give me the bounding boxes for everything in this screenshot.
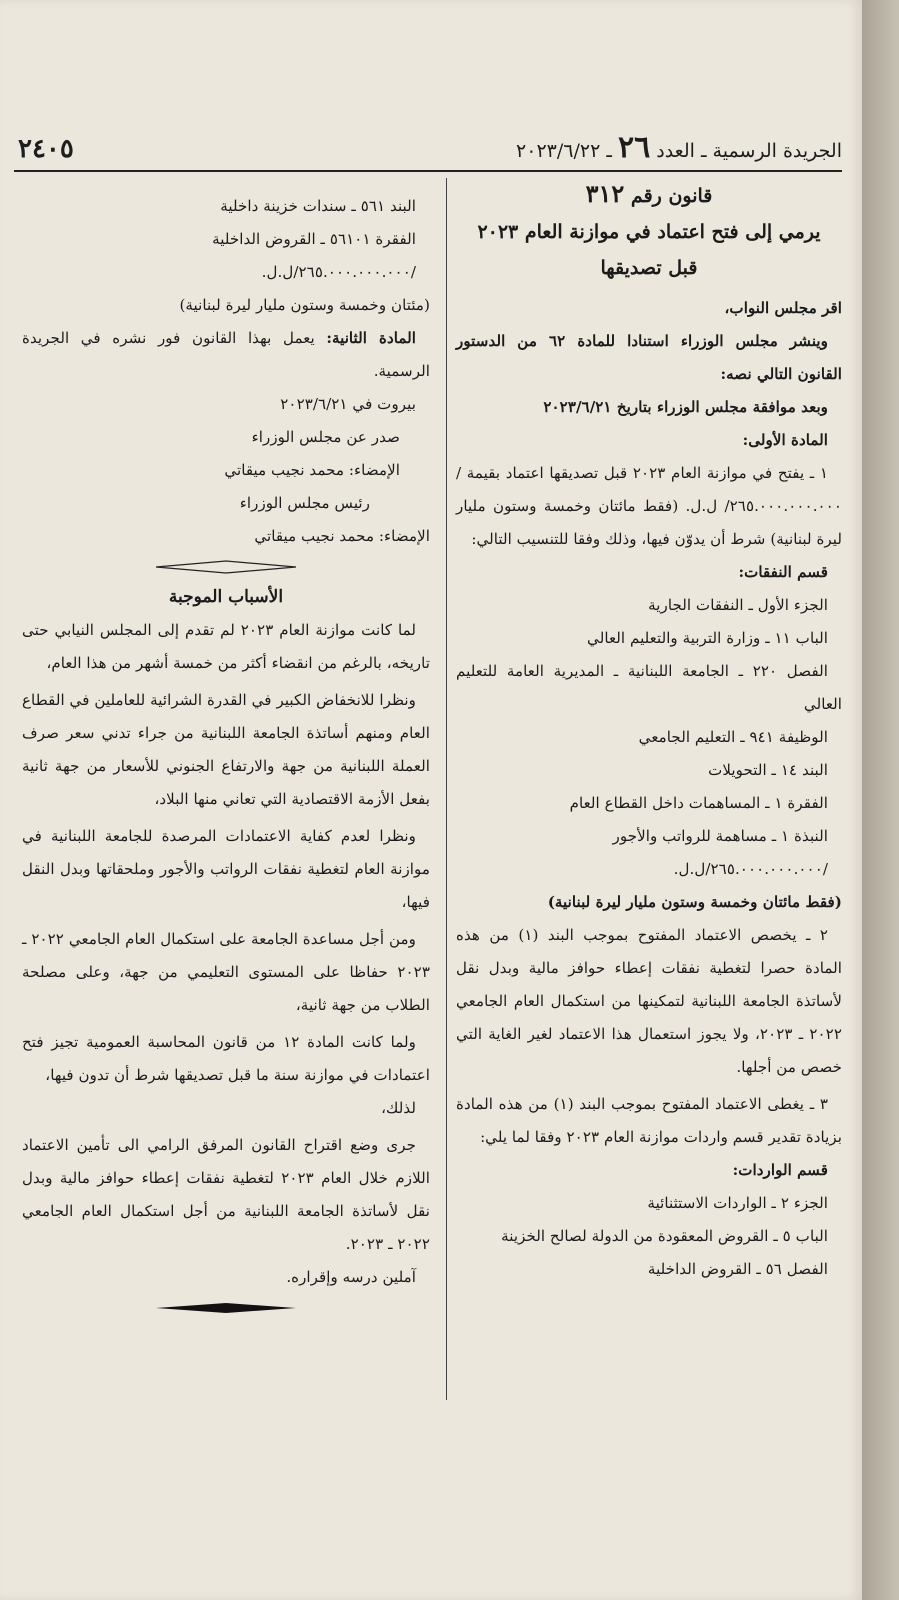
signature-1: الإمضاء: محمد نجيب ميقاتي	[224, 461, 400, 479]
article-1-heading: المادة الأولى:	[742, 431, 828, 449]
reason-3: ونظرا لعدم كفاية الاعتمادات المرصدة للجامعة اللبنانية في موازنة العام لتغطية نفقات الرواتب والأجور وملحقاتها وبدل النقل فيها،	[22, 827, 430, 911]
page-edge	[862, 0, 899, 1600]
reason-6: لذلك،	[381, 1099, 416, 1117]
reason-4: ومن أجل مساعدة الجامعة على استكمال العام الجامعي ٢٠٢٢ ـ ٢٠٢٣ حفاظا على المستوى التعليمي من جهة، وعلى مصلحة الطلاب من جهة ثانية،	[22, 930, 430, 1014]
issue-number: ٢٦	[617, 130, 651, 165]
preamble-1: اقر مجلس النواب،	[724, 299, 842, 317]
page-header	[14, 128, 842, 168]
header-divider	[14, 170, 842, 172]
right-column	[456, 176, 842, 1286]
revenue-paragraph: الفقرة ٥٦١٠١ ـ القروض الداخلية	[212, 230, 416, 248]
expense-part: الجزء الأول ـ النفقات الجارية	[648, 596, 828, 614]
expense-chapter: الباب ١١ ـ وزارة التربية والتعليم العالي	[587, 629, 828, 647]
preamble-3: وبعد موافقة مجلس الوزراء بتاريخ ٢٠٢٣/٦/٢١	[543, 398, 828, 416]
reason-1: لما كانت موازنة العام ٢٠٢٣ لم تقدم إلى المجلس النيابي حتى تاريخه، بالرغم من انقضاء أكثر من خمسة أشهر من هذا العام،	[22, 621, 430, 672]
law-number: ٣١٢	[585, 179, 625, 208]
end-ornament	[156, 1300, 296, 1316]
reason-2: ونظرا للانخفاض الكبير في القدرة الشرائية للعاملين في القطاع العام ومنهم أساتذة الجامعة اللبنانية من جراء تدني سعر صرف العملة اللبنانية من جهة والارتفاع الجنوني للأسعار من جهة ثانية بفعل الأزمة الاقتصادية التي تعاني منها البلاد،	[22, 691, 430, 808]
article-2-text: يعمل بهذا القانون فور نشره في الجريدة الرسمية.	[22, 329, 430, 380]
law-title	[456, 176, 842, 214]
left-column	[22, 190, 430, 1322]
revenue-item: البند ٥٦١ ـ سندات خزينة داخلية	[220, 197, 416, 215]
reason-7: جرى وضع اقتراح القانون المرفق الرامي الى تأمين الاعتماد اللازم خلال العام ٢٠٢٣ لتغطية نفقات إعطاء حوافز مالية وبدل نقل لأساتذة الجامعة اللبنانية من أجل استكمال العام الجامعي ٢٠٢٢ ـ ٢٠٢٣.	[22, 1136, 430, 1253]
revenue-amount-words: (مئتان وخمسة وستون مليار ليرة لبنانية)	[179, 296, 430, 314]
column-divider	[446, 178, 447, 1400]
preamble-2: وينشر مجلس الوزراء استنادا للمادة ٦٢ من الدستور القانون التالي نصه:	[456, 332, 842, 383]
article-2-heading: المادة الثانية:	[326, 329, 417, 347]
revenue-amount: /٢٦٥.٠٠٠.٠٠٠.٠٠٠/ل.ل.	[261, 263, 416, 281]
expenses-heading: قسم النفقات:	[738, 563, 828, 581]
journal-name: الجريدة الرسمية ـ العدد	[656, 140, 842, 162]
pm-title: رئيس مجلس الوزراء	[239, 494, 370, 512]
clause-2: ٢ ـ يخصص الاعتماد المفتوح بموجب البند (١) من هذه المادة حصرا لتغطية نفقات إعطاء حوافز مالية وبدل نقل لأساتذة الجامعة اللبنانية لتمكينها من استكمال العام الجامعي ٢٠٢٢ ـ ٢٠٢٣، ولا يجوز استعمال هذا الاعتماد لغير الغاية التي خصص من أجلها.	[456, 926, 842, 1076]
issue-date: ـ ٢٠٢٣/٦/٢٢	[516, 140, 612, 162]
issued-by: صدر عن مجلس الوزراء	[251, 428, 400, 446]
expense-subparagraph: النبذة ١ ـ مساهمة للرواتب والأجور	[612, 827, 828, 845]
reason-5: ولما كانت المادة ١٢ من قانون المحاسبة العمومية تجيز فتح اعتمادات في موازنة سنة ما قبل تصديقها شرط أن تدون فيها،	[22, 1033, 430, 1084]
law-subject-2: قبل تصديقها	[600, 257, 698, 279]
expense-paragraph: الفقرة ١ ـ المساهمات داخل القطاع العام	[569, 794, 828, 812]
header-title	[516, 130, 842, 165]
revenues-heading: قسم الواردات:	[732, 1161, 828, 1179]
expense-amount-words: (فقط مائتان وخمسة وستون مليار ليرة لبنانية)	[547, 893, 842, 911]
law-label: قانون رقم	[630, 185, 713, 207]
expense-section: الفصل ٢٢٠ ـ الجامعة اللبنانية ـ المديرية العامة للتعليم العالي	[456, 662, 842, 713]
page-number: ٢٤٠٥	[18, 134, 74, 164]
expense-amount: /٢٦٥.٠٠٠.٠٠٠.٠٠٠/ل.ل.	[673, 860, 828, 878]
revenue-part: الجزء ٢ ـ الواردات الاستثنائية	[647, 1194, 828, 1212]
section-ornament	[156, 559, 296, 575]
revenue-chapter: الباب ٥ ـ القروض المعقودة من الدولة لصالح الخزينة	[501, 1227, 828, 1245]
reasons-heading: الأسباب الموجبة	[168, 587, 284, 607]
revenue-section: الفصل ٥٦ ـ القروض الداخلية	[647, 1260, 828, 1278]
place-date: بيروت في ٢٠٢٣/٦/٢١	[280, 395, 416, 413]
expense-function: الوظيفة ٩٤١ ـ التعليم الجامعي	[638, 728, 828, 746]
clause-1: ١ ـ يفتح في موازنة العام ٢٠٢٣ قبل تصديقها اعتماد بقيمة /٢٦٥.٠٠٠.٠٠٠.٠٠٠/ ل.ل. (فقط مائتان وخمسة وستون مليار ليرة لبنانية) شرط أن يدوّن فيها، وذلك وفقا للتنسيب التالي:	[456, 464, 842, 548]
clause-3: ٣ ـ يغطى الاعتماد المفتوح بموجب البند (١) من هذه المادة بزيادة تقدير قسم واردات موازنة العام ٢٠٢٣ وفقا لما يلي:	[456, 1095, 842, 1146]
article-2	[22, 322, 430, 388]
closing-line: آملين درسه وإقراره.	[286, 1268, 416, 1286]
expense-item: البند ١٤ ـ التحويلات	[708, 761, 828, 779]
law-subject-1: يرمي إلى فتح اعتماد في موازنة العام ٢٠٢٣	[477, 221, 821, 243]
signature-2: الإمضاء: محمد نجيب ميقاتي	[254, 527, 430, 545]
